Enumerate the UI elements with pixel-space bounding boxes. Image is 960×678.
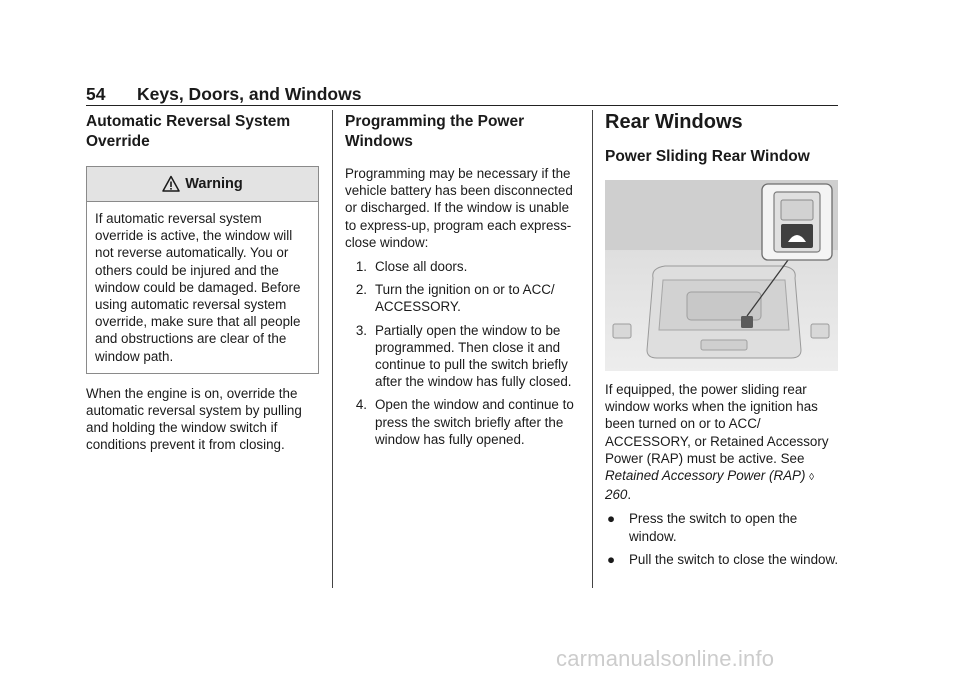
list-item — [345, 396, 578, 448]
warning-title: Warning — [185, 176, 243, 192]
paragraph — [605, 381, 840, 503]
list-item — [345, 281, 578, 315]
cross-reference-page[interactable]: 260 — [605, 487, 628, 503]
step-text: Partially open the window to be programmed. Then close it and continue to pull the switch briefly after the window has fully closed. — [375, 322, 572, 390]
column-divider — [332, 110, 333, 588]
cross-reference[interactable]: Retained Accessory Power (RAP) — [605, 468, 806, 484]
rear-window-switch-illustration — [605, 180, 838, 371]
list-item — [605, 551, 840, 568]
bullet-icon: ● — [607, 511, 616, 527]
page-header — [86, 84, 838, 106]
paragraph: Programming may be necessary if the vehicle battery has been disconnected or discharged. If the window is unable to express-up, program each express-close window: — [345, 166, 573, 250]
step-number: 1. — [355, 259, 367, 275]
step-number: 4. — [355, 397, 367, 413]
bullet-text: Press the switch to open the window. — [629, 511, 798, 544]
bullet-list — [605, 510, 840, 568]
paragraph-text: If equipped, the power sliding rear window works when the ignition has been turned on or to ACC/ ACCESSORY, or Retained Accessory Power (RAP) must be active. See — [605, 382, 829, 466]
step-text: Close all doors. — [375, 259, 468, 275]
bullet-text: Pull the switch to close the window. — [629, 551, 839, 567]
list-item — [345, 258, 578, 275]
step-text: Open the window and continue to press the switch briefly after the window has fully opened. — [375, 397, 574, 447]
warning-text: If automatic reversal system override is active, the window will not reverse automatically. You or others could be injured and the window could be damaged. Before using automatic reversal system override, make sure that all people and obstructions are clear of the window path. — [95, 211, 301, 364]
bullet-icon: ● — [607, 551, 616, 567]
list-item — [605, 510, 840, 544]
warning-icon — [162, 175, 180, 193]
chapter-heading: Rear Windows — [605, 111, 743, 133]
column-divider — [592, 110, 593, 588]
page-ref-icon: ◊ — [809, 472, 815, 484]
section-heading: Automatic Reversal System Override — [86, 113, 291, 150]
section-title: Keys, Doors, and Windows — [137, 84, 362, 104]
section-heading: Programming the Power Windows — [345, 113, 525, 150]
paragraph: When the engine is on, override the automatic reversal system by pulling and holding the window switch if conditions prevent it from closing. — [86, 385, 302, 453]
step-text: Turn the ignition on or to ACC/ ACCESSORY. — [375, 282, 555, 315]
warning-header — [87, 167, 318, 202]
column-middle — [345, 110, 578, 454]
steps-list — [345, 258, 578, 448]
overhead-console-illustration — [605, 180, 838, 371]
section-heading: Power Sliding Rear Window — [605, 148, 810, 165]
step-number: 3. — [355, 322, 367, 338]
column-right — [605, 110, 840, 574]
page-number: 54 — [86, 84, 106, 104]
watermark: carmanualsonline.info — [556, 646, 775, 671]
paragraph-end: . — [627, 487, 632, 503]
step-number: 2. — [355, 282, 367, 298]
list-item — [345, 322, 578, 391]
column-left — [86, 110, 319, 454]
warning-box — [86, 166, 319, 374]
